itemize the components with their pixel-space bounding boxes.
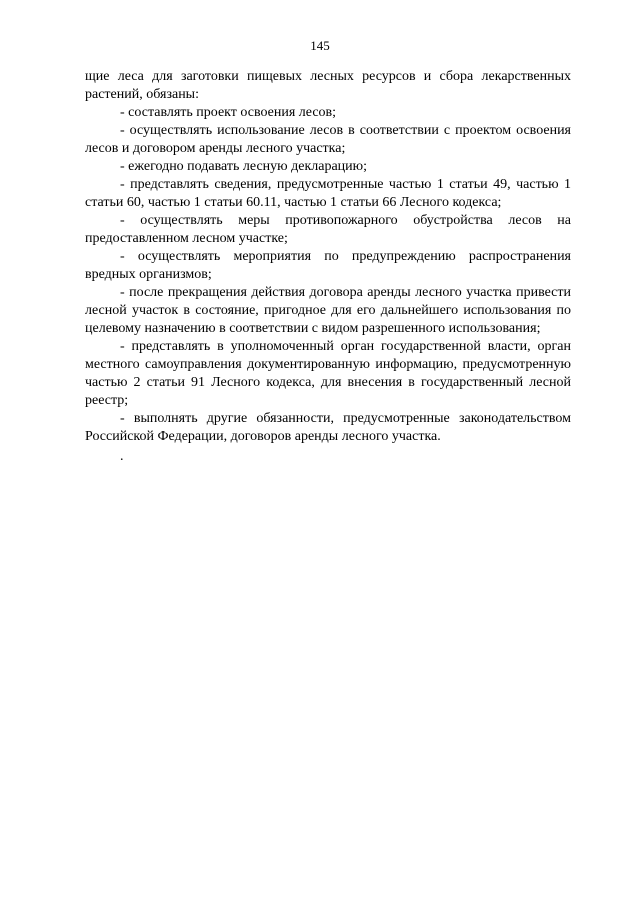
paragraph-item: - представлять в уполномоченный орган государственной власти, орган местного самоуправления документированную информацию, предусмотренную частью 2 статьи 91 Лесного кодекса, для внесения в государственный лесной реестр; (85, 339, 571, 408)
page-number: 145 (310, 38, 330, 53)
paragraph-item: - составлять проект освоения лесов; (120, 105, 337, 120)
trailing-mark: . (120, 449, 124, 464)
paragraph-item: - выполнять другие обязанности, предусмотренные законодательством Российской Федерации, договоров аренды лесного участка. (85, 411, 571, 444)
paragraph-item: - осуществлять мероприятия по предупреждению распространения вредных организмов; (85, 249, 571, 282)
paragraph-item: - после прекращения действия договора аренды лесного участка привести лесной участок в состояние, пригодное для его дальнейшего использования по целевому назначению в соответствии с видом разрешенного использования; (85, 285, 571, 336)
paragraph-item: - ежегодно подавать лесную декларацию; (120, 159, 367, 174)
paragraph-item: - осуществлять использование лесов в соответствии с проектом освоения лесов и договором аренды лесного участка; (85, 123, 571, 156)
paragraph-item: - осуществлять меры противопожарного обустройства лесов на предоставленном лесном участке; (85, 213, 571, 246)
paragraph-intro: щие леса для заготовки пищевых лесных ресурсов и сбора лекарственных растений, обязаны: (85, 69, 571, 102)
document-body (85, 68, 571, 466)
paragraph-item: - представлять сведения, предусмотренные частью 1 статьи 49, частью 1 статьи 60, частью 1 статьи 60.11, частью 1 статьи 66 Лесного кодекса; (85, 177, 571, 210)
